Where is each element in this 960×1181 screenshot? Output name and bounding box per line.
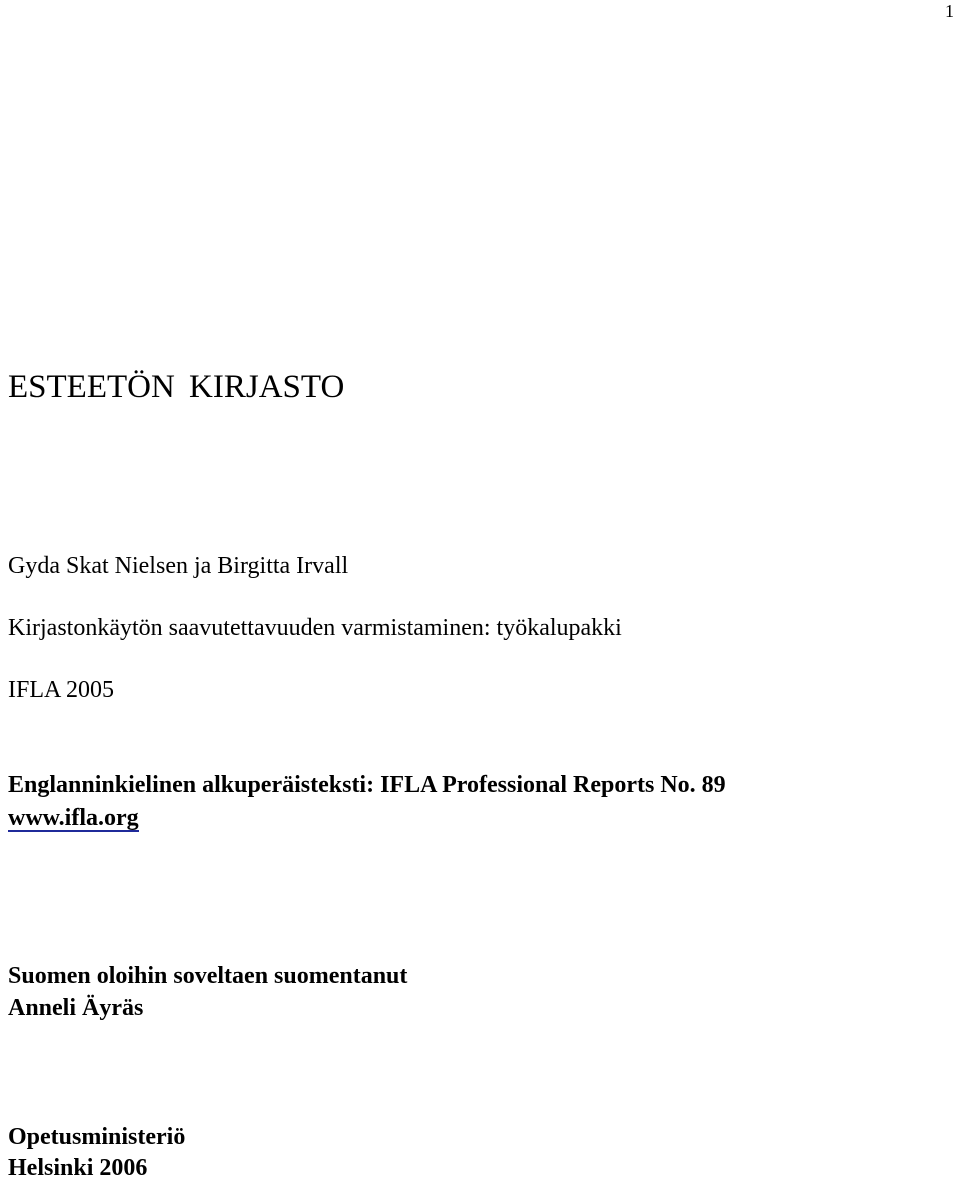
publisher-year: IFLA 2005	[8, 677, 115, 703]
original-text-note: Englanninkielinen alkuperäisteksti: IFLA Professional Reports No. 89	[8, 772, 726, 798]
document-subtitle: Kirjastonkäytön saavutettavuuden varmistaminen: työkalupakki	[8, 615, 622, 641]
translation-note: Suomen oloihin soveltaen suomentanut	[8, 963, 408, 989]
page-number: 1	[945, 1, 954, 21]
ifla-url-link[interactable]: www.ifla.org	[8, 805, 139, 831]
city-year: Helsinki 2006	[8, 1155, 148, 1181]
translator-name: Anneli Äyräs	[8, 995, 144, 1021]
authors: Gyda Skat Nielsen ja Birgitta Irvall	[8, 553, 349, 579]
document-title: ESTEETÖN KIRJASTO	[8, 369, 345, 405]
ministry-name: Opetusministeriö	[8, 1124, 186, 1150]
